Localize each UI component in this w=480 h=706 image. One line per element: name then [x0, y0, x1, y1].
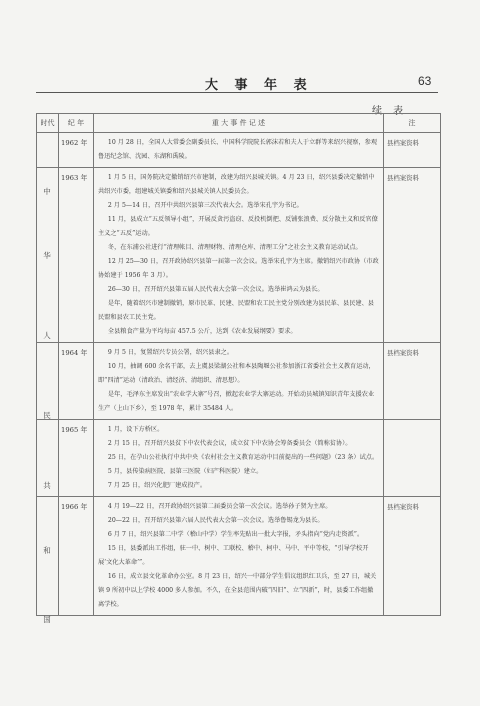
- event-paragraph: 7 月 25 日，绍兴化肥厂建成投产。: [107, 482, 207, 489]
- event-paragraph: 1 月 5 日，国务院决定撤销绍兴市建制，改建为绍兴县城关镇。4 月 23 日，绍兴县委决定撤销中共绍兴市委，组建城关镇委和绍兴县城关镇人民委员会。: [98, 174, 375, 195]
- event-paragraph: 是年，随着绍兴市建制撤销，原市民革、民建、民盟和农工民主党分别改建为县民革、县民建、县民盟和县农工民主党。: [98, 300, 374, 321]
- note-cell: 县档案资料: [384, 343, 441, 420]
- event-paragraph: 6 月 7 日，绍兴县第二中学（稽山中学）学生率先贴出一批大字报，矛头指向“党内走资派”。: [107, 531, 364, 538]
- event-cell: [94, 420, 384, 497]
- note-cell: 县档案资料: [384, 497, 441, 616]
- event-cell: [94, 133, 384, 168]
- event-paragraph: 5 月，县传染病医院、县第三医院（妇产科医院）建立。: [107, 468, 263, 475]
- event-paragraph: 全县粮食产量为平均每亩 457.5 公斤，达到《农业发展纲要》要求。: [107, 328, 297, 335]
- note-cell: [384, 420, 441, 497]
- column-header-note: 注: [384, 114, 441, 133]
- table-row: [37, 168, 441, 343]
- era-label-char: 国: [43, 615, 51, 624]
- era-cell: [37, 133, 59, 168]
- page-number: 63: [418, 74, 432, 88]
- event-paragraph: 12 月 25—30 日，召开政协绍兴县第一届第一次会议。选举宋孔宇为主席。撤销绍兴市政协（市政协始建于 1956 年 3 月）。: [98, 258, 379, 279]
- table-row: [37, 420, 441, 497]
- event-paragraph: 20—22 日，召开绍兴县第六届人民代表大会第一次会议。选举鲁锡龙为县长。: [107, 517, 324, 524]
- event-cell: [94, 497, 384, 616]
- era-label-char: 中: [43, 187, 51, 196]
- era-label-char: 人: [43, 331, 51, 340]
- page-header-title: 大 事 年 表: [205, 78, 313, 93]
- event-paragraph: 25 日，在孕山公社执行中共中央《农村社会主义教育运动中目前提出的一些问题》（23 条）试点。: [107, 454, 379, 461]
- event-paragraph: 4 月 19—22 日，召开政协绍兴县第二届委员会第一次会议。选举孙子贤为主席。: [107, 503, 332, 510]
- year-cell: 1964 年: [59, 343, 94, 420]
- era-label-char: 共: [43, 481, 51, 490]
- year-cell: 1965 年: [59, 420, 94, 497]
- event-cell: [94, 168, 384, 343]
- era-label-char: 华: [43, 251, 51, 260]
- year-cell: 1962 年: [59, 133, 94, 168]
- event-paragraph: 9 月 5 日，复置绍兴专员公署，绍兴县隶之。: [107, 349, 234, 356]
- era-cell: [37, 497, 59, 616]
- year-cell: 1963 年: [59, 168, 94, 343]
- note-cell: 县档案资料: [384, 133, 441, 168]
- table-header-row: [37, 114, 441, 133]
- year-cell: 1966 年: [59, 497, 94, 616]
- era-label-char: 和: [43, 546, 51, 555]
- table-row: [37, 343, 441, 420]
- chronology-table: [36, 113, 441, 616]
- event-paragraph: 16 日，成立县文化革命办公室。8 月 23 日，绍兴一中部分学生倡议组织红卫兵，至 27 日，城关镇 9 所初中以上学校 4000 多人参加。不久，在全县范围内破“四旧”、立“四新”，时，县委工作组撤离学校。: [98, 573, 377, 608]
- event-paragraph: 冬，在东浦公社进行“清理帐目、清理财物、清理仓库、清理工分”之社会主义教育运动试点。: [107, 244, 362, 251]
- event-paragraph: 2 月 5—14 日，召开中共绍兴县第三次代表大会。选举宋孔宇为书记。: [107, 202, 303, 209]
- table-row: [37, 497, 441, 616]
- column-header-event: 重 大 事 件 记 述: [94, 114, 384, 133]
- event-paragraph: 15 日，县委派出工作组，驻一中、树中、工联校、稽中、柯中、马中、平中等校，“引导学校开展‘文化大革命’”。: [98, 545, 369, 566]
- event-paragraph: 是年，毛泽东主席发出“农业学大寨”号召，掀起农业学大寨运动。开始动员城镇知识青年支援农业生产（上山下乡），至 1978 年，累计 35484 人。: [98, 391, 375, 412]
- event-cell: [94, 343, 384, 420]
- table-row: [37, 133, 441, 168]
- event-paragraph: 26—30 日，召开绍兴县第五届人民代表大会第一次会议。选举崔鸿云为县长。: [107, 286, 324, 293]
- era-label-char: 民: [43, 411, 51, 420]
- column-header-year: 纪 年: [59, 114, 94, 133]
- event-paragraph: 10 月 28 日，全国人大常委会副委员长、中国科学院院长郭沫若和夫人于立群等来绍兴视察，参观鲁迅纪念馆、沈园、东湖和禹陵。: [98, 139, 378, 160]
- continued-table-label: 续 表: [372, 106, 408, 117]
- event-paragraph: 2 月 15 日，召开绍兴县贫下中农代表会议，成立贫下中农协会筹备委员会（简称贫协）。: [107, 440, 352, 447]
- event-paragraph: 10 月，抽调 600 余名干部，去上虞县梁湖公社和本县陶堰公社参加浙江省委社会主义教育运动，即“四清”运动（清政治、清经济、清组织、清思想）。: [98, 363, 375, 384]
- event-paragraph: 1 月，设下方桥区。: [107, 426, 164, 433]
- note-cell: 县档案资料: [384, 168, 441, 343]
- header-rule: [36, 92, 438, 93]
- column-header-era: 时代: [37, 114, 59, 133]
- event-paragraph: 11 月，县成立“五反领导小组”，开展反贪污盗窃、反投机倒把、反铺张浪费、反分散主义和反官僚主义之“五反”运动。: [98, 216, 378, 237]
- era-cell: [37, 343, 59, 420]
